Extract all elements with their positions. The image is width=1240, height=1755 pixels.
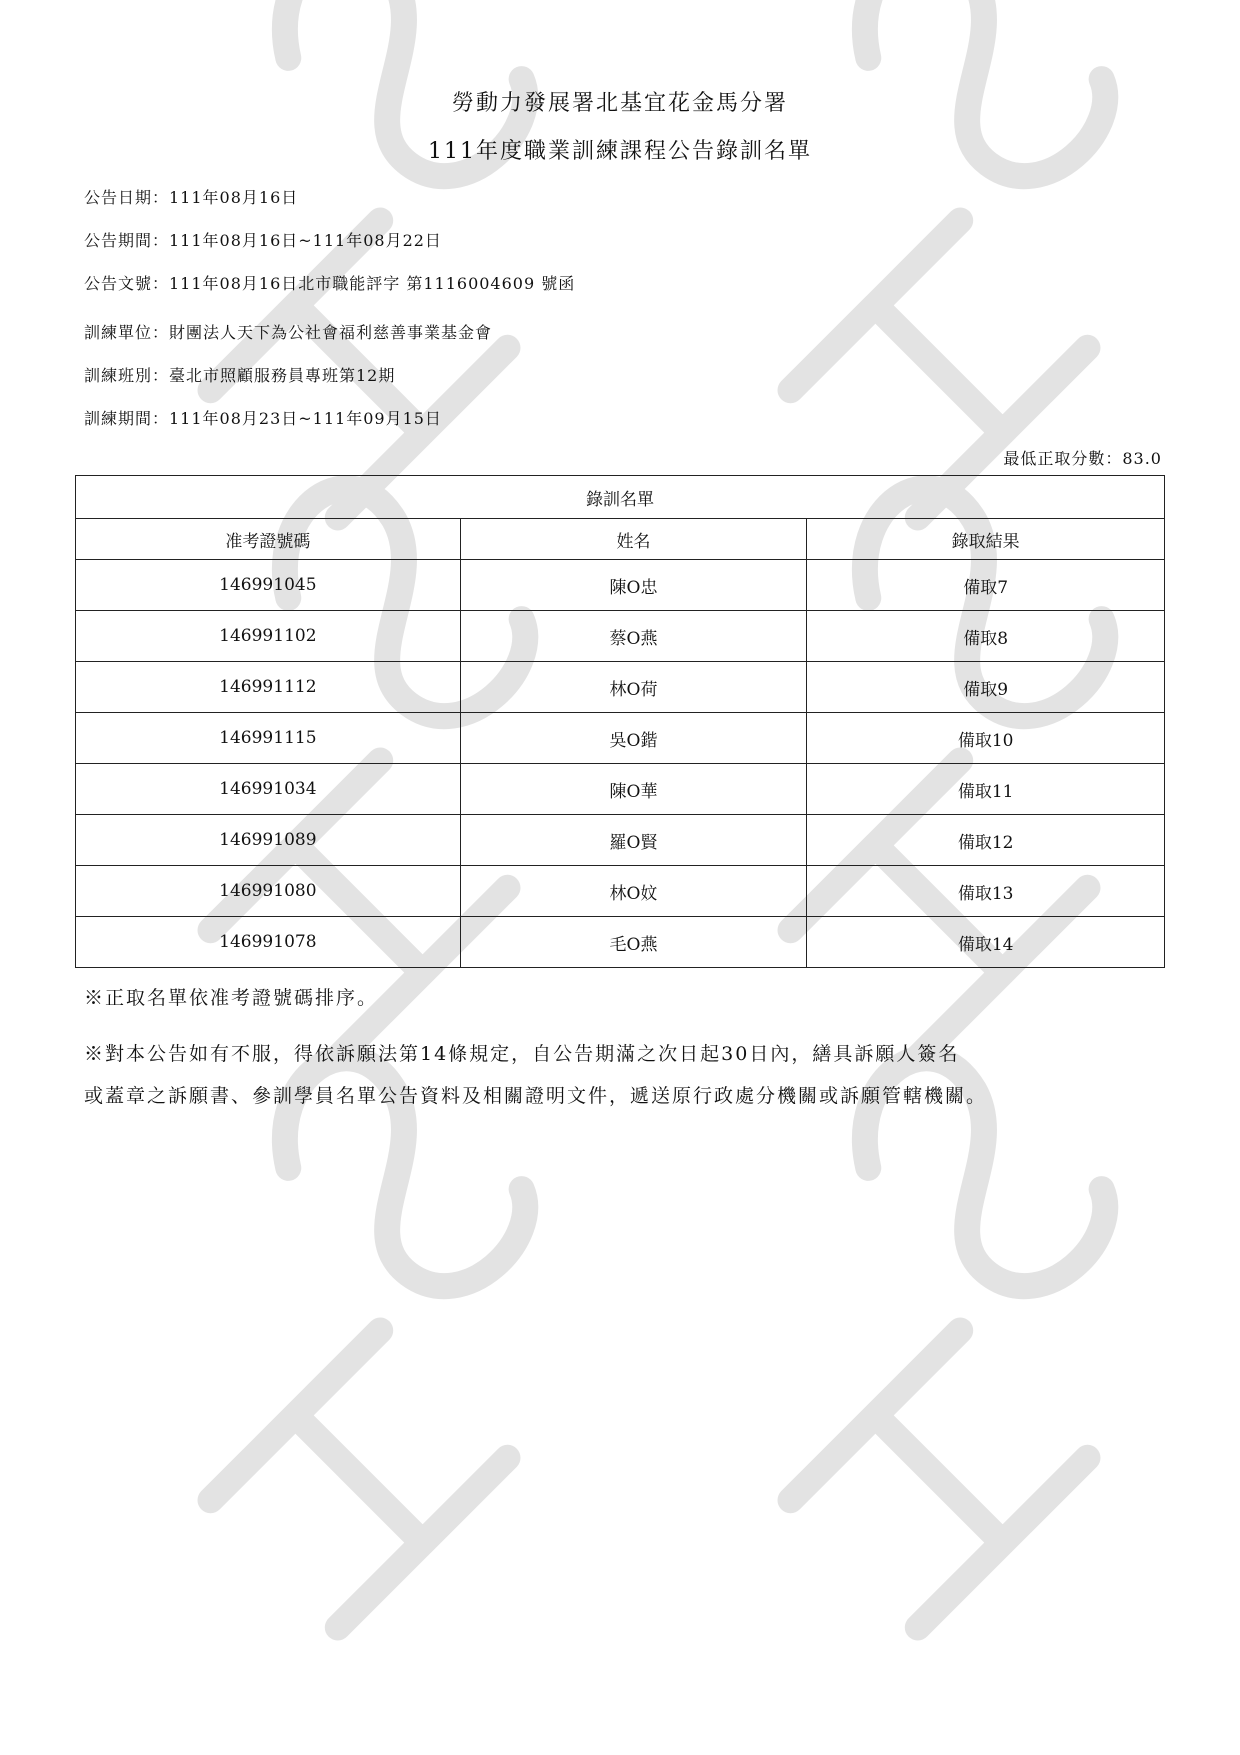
sort-order-note: ※正取名單依准考證號碼排序。 [84,987,379,1009]
exam-number-cell: 146991089 [76,815,461,866]
table-row [76,815,1165,866]
result-cell: 備取7 [807,560,1165,611]
name-cell: 陳O華 [460,764,807,815]
exam-number-cell: 146991034 [76,764,461,815]
table-row [76,764,1165,815]
admission-list-table [75,475,1165,968]
table-caption: 錄訓名單 [76,476,1165,519]
table-row [76,713,1165,764]
training-period: 訓練期間：111年08月23日~111年09月15日 [84,409,442,428]
minimum-admission-score: 最低正取分數：83.0 [1003,449,1162,468]
table-header-row [76,519,1165,560]
name-cell: 吳O鍇 [460,713,807,764]
column-header-result: 錄取結果 [807,519,1165,560]
table-row [76,917,1165,968]
result-cell: 備取11 [807,764,1165,815]
result-cell: 備取9 [807,662,1165,713]
result-cell: 備取14 [807,917,1165,968]
result-cell: 備取8 [807,611,1165,662]
name-cell: 毛O燕 [460,917,807,968]
document-title: 111年度職業訓練課程公告錄訓名單 [428,139,812,164]
announcement-date: 公告日期：111年08月16日 [84,188,299,207]
exam-number-cell: 146991102 [76,611,461,662]
table-row [76,866,1165,917]
exam-number-cell: 146991045 [76,560,461,611]
column-header-name: 姓名 [460,519,807,560]
name-cell: 羅O賢 [460,815,807,866]
appeal-notice-line-2: 或蓋章之訴願書、參訓學員名單公告資料及相關證明文件，遞送原行政處分機關或訴願管轄機關。 [84,1085,988,1107]
exam-number-cell: 146991112 [76,662,461,713]
name-cell: 林O荷 [460,662,807,713]
name-cell: 陳O忠 [460,560,807,611]
result-cell: 備取12 [807,815,1165,866]
training-unit: 訓練單位：財團法人天下為公社會福利慈善事業基金會 [84,323,493,342]
table-row [76,611,1165,662]
agency-title: 勞動力發展署北基宜花金馬分署 [451,91,788,116]
appeal-notice-line-1: ※對本公告如有不服，得依訴願法第14條規定，自公告期滿之次日起30日內，繕具訴願人簽名 [84,1043,960,1065]
announcement-doc-number: 公告文號：111年08月16日北市職能評字 第1116004609 號函 [84,274,576,293]
table-row [76,662,1165,713]
exam-number-cell: 146991078 [76,917,461,968]
name-cell: 蔡O燕 [460,611,807,662]
appeal-notice [84,1033,1174,1117]
exam-number-cell: 146991080 [76,866,461,917]
result-cell: 備取10 [807,713,1165,764]
table-caption-row [76,476,1165,519]
table-row [76,560,1165,611]
exam-number-cell: 146991115 [76,713,461,764]
column-header-exam-number: 准考證號碼 [76,519,461,560]
name-cell: 林O妏 [460,866,807,917]
result-cell: 備取13 [807,866,1165,917]
announcement-period: 公告期間：111年08月16日~111年08月22日 [84,231,442,250]
training-class: 訓練班別：臺北市照顧服務員專班第12期 [84,366,396,385]
